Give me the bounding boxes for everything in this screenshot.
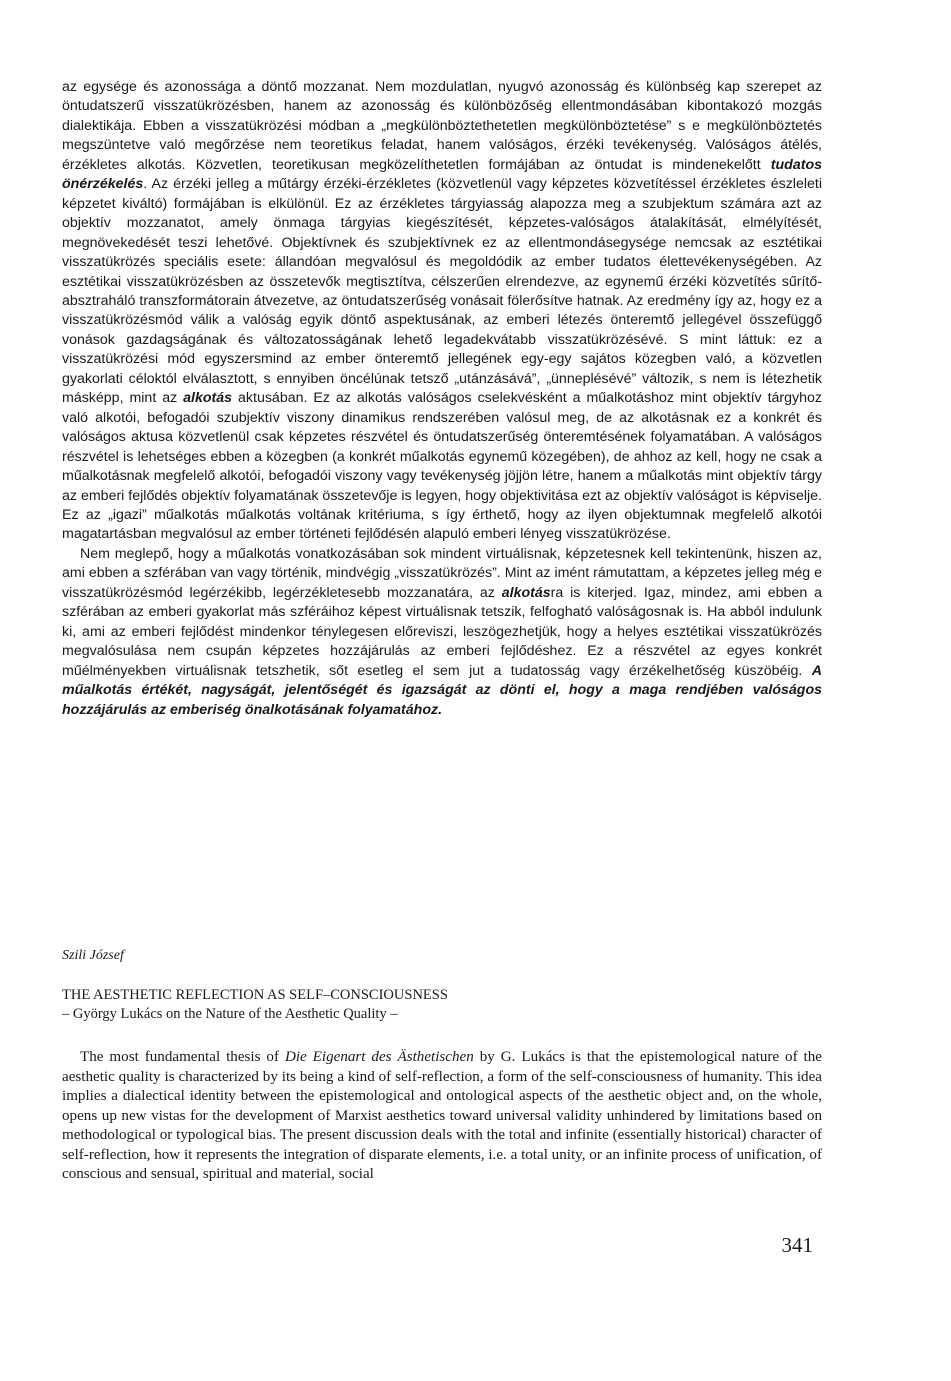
abstract-paragraph <box>62 1048 822 1185</box>
text-run: aktusában. Ez az alkotás valóságos cselekvésként a műalkotáshoz mint objektív tárgyhoz való alkotói, befogadói szubjektív viszony dinamikus rendszerében valósul meg, de az alkotásnak ez a konkrét és valóságos aktusa közvetlenül csak képzetes részvétel és öntudatszerűség önteremtésének folyamatában. A valóságos részvétel is lehetséges ebben a közegben (a konkrét műalkotás egynemű közegében), de ahhoz az kell, hogy ne csak a műalkotásnak megfelelő alkotói, befogadói viszony vagy tevékenység jöjjön létre, hanem a műalkotás mint objektív tárgy az emberi fejlődés objektív folyamatának összetevője is legyen, hogy objektivitása ezt az objektív valóságot is képviselje. Ez az „igazi” műalkotás műalkotás voltának kritériuma, s így érthető, hogy az ilyen objektumnak megfelelő alkotói magatartásban megvalósul az ember történeti fejlődésén alapuló emberi lényeg visszatükrözése. <box>62 390 822 543</box>
text-run: ra is kiterjed. Igaz, mindez, ami ebben a szférában az emberi gyakorlat más szféráihoz képest virtuálisnak tetszik, felfogható valóságosnak is. Ha abból indulunk ki, ami az emberi fejlődést mindenkor ténylegesen előreviszi, leszögezhetjük, hogy a helyes esztétikai visszatükrözés megvalósulása nem csupán képzetes hozzájárulás az emberi fejlődéshez. Ez a részvétel az egyes konkrét műélményekben virtuálisnak tetszhetik, sőt esetleg el sem jut a tudatosság vagy érzékelhetőség küszöbéig. <box>62 584 822 679</box>
emphasis-text: alkotás <box>183 390 233 407</box>
text-run: by G. Lukács is that the epistemological nature of the aesthetic quality is characterized by its being a kind of self-reflection, a form of the self-consciousness of humanity. This idea implies a dialectical identity between the epistemological and ontological aspects of the aesthetic object and, on the whole, opens up new vistas for the development of Marxist aesthetics toward universal validity unhindered by limitations based on methodological or typological bias. The present discussion deals with the total and infinite (essentially historical) character of self-reflection, how it represents the integration of disparate elements, i.e. a total unity, or an infinite process of unification, of conscious and sensual, spiritual and material, social <box>62 1049 823 1182</box>
hungarian-body-text <box>62 78 822 720</box>
article-title: THE AESTHETIC REFLECTION AS SELF–CONSCIOUSNESS <box>62 987 448 1003</box>
author-name: Szili József <box>62 948 124 963</box>
emphasis-text: A műalkotás értékét, nagyságát, jelentőségét és igazságát az dönti el, hogy a maga rendjében valóságos hozzájárulás az emberiség önalkotásának folyamatához. <box>62 662 822 718</box>
paragraph-2 <box>62 545 822 720</box>
text-run: . Az érzéki jelleg a műtárgy érzéki-érzékletes (közvetlenül vagy képzetes közvetítéssel érzékletes észleleti képzetet kiváltó) formájában is elkülönül. Ez az érzékletes tárgyiasság alapozza meg a szubjektum számára azt az objektív mozzanatot, amely önmaga tárgyias kiegészítését, képzetes-valóságos átalakítását, elmélyítését, megnövekedését teszi lehetővé. Objektívnek és szubjektívnek ez az ellentmondásegysége nemcsak az esztétikai visszatükrözés speciális esete: állandóan megvalósul és megoldódik az ember tudatos élettevékenységében. Az esztétikai visszatükrözésben az összetevők megtisztítva, célszerűen elrendezve, az egynemű érzéki közvetítés sűrítő-absztraháló transzformátorain átvezetve, az öntudatszerűség vonásait fölerősítve hatnak. Az eredmény így az, hogy ez a visszatükrözésmód válik a valóság egyik döntő aspektusának, az emberi létezés önteremtő jellegével összefüggő vonások gazdagságának és változatosságának lehető legadekvátabb visszatükrözésévé. S mint láttuk: ez a visszatükrözési mód egyszersmind az ember önteremtő jellegének egy-egy sajátos közegben való, a közvetlen gyakorlati céloktól elválasztott, s ennyiben öncélúnak tetsző „utánzásává”, „ünneplésévé” változik, s nem is létezhetik másképp, mint az <box>62 176 822 407</box>
text-run: Nem meglepő, hogy a műalkotás vonatkozásában sok mindent virtuálisnak, képzetesnek kell tekintenünk, hiszen az, ami ebben a szférában van vagy történik, mindvégig „visszatükrözés”. Mint az imént rámutattam, a képzetes jelleg még e visszatükrözésmód legérzékibb, legérzékletesebb mozzanatára, az <box>62 545 822 601</box>
text-run: The most fundamental thesis of <box>80 1049 285 1065</box>
book-title: Die Eigenart des Ästhetischen <box>284 1049 474 1065</box>
paragraph-1 <box>62 78 822 545</box>
article-subtitle: – György Lukács on the Nature of the Aesthetic Quality – <box>62 1006 398 1022</box>
english-abstract <box>62 1048 822 1185</box>
emphasis-text: alkotás <box>501 584 551 601</box>
emphasis-text: tudatos önérzékelés <box>62 156 822 193</box>
text-run: az egysége és azonossága a döntő mozzanat. Nem mozdulatlan, nyugvó azonosság és különbség kap szerepet az öntudatszerű visszatükrözésben, hanem az azonosság és különbözőség ellentmondásában kibontakozó mozgás dialektikája. Ebben a visszatükrözési módban a „megkülönböztethetetlen megkülönböztetése” s e megkülönböztetés megszüntetve való megőrzése nem teoretikus feladat, hanem valóságos, érzéki tevékenység. Valóságos átélés, érzékletes alkotás. Közvetlen, teoretikusan megközelíthetetlen formájában az öntudat is mindenekelőtt <box>62 79 822 173</box>
page-number: 341 <box>781 1233 813 1257</box>
